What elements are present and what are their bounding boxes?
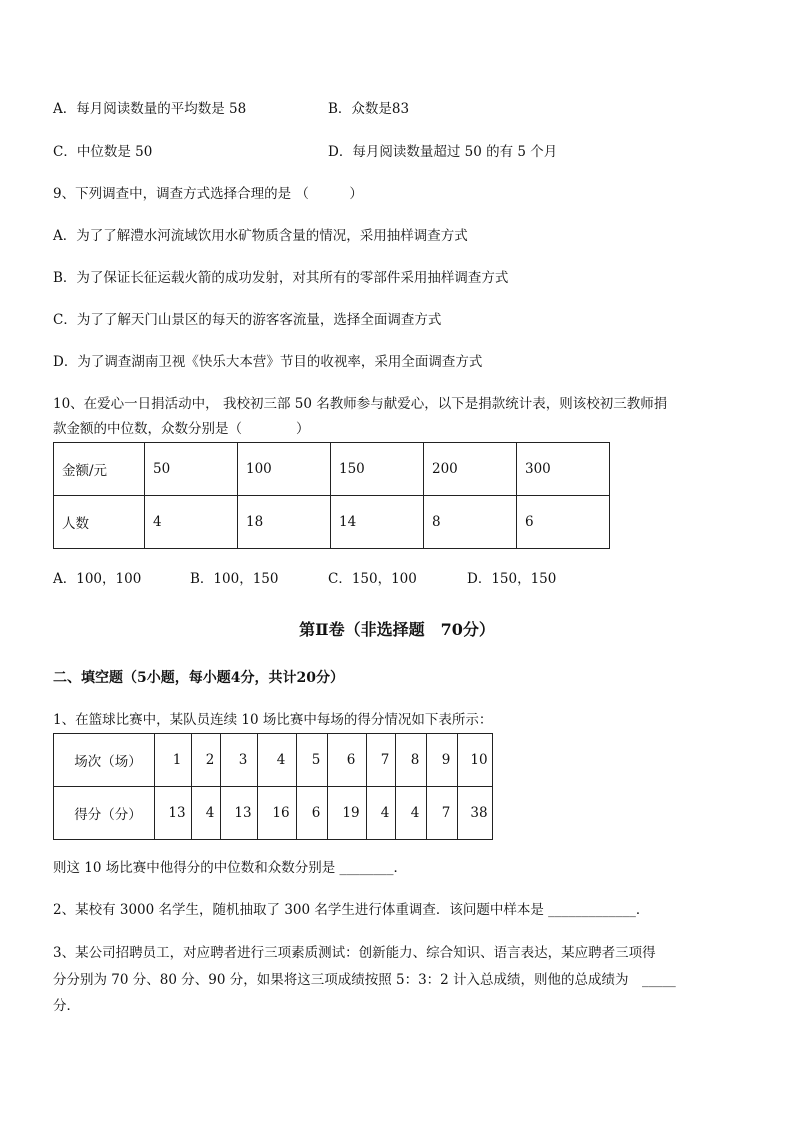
- q8-option-d: D．每月阅读数量超过 50 的有 5 个月: [328, 144, 558, 160]
- f3-line2: 分分别为 70 分、80 分、90 分，如果将这三项成绩按照 5：3：2 计入总成绩，则他的总成绩为 _____: [53, 972, 676, 988]
- part2-title: 第Ⅱ卷（非选择题 70分）: [299, 620, 495, 639]
- q10-option-b: B．100，150: [190, 571, 279, 587]
- table-cell: 13: [221, 787, 258, 840]
- table-cell: 8: [396, 734, 427, 787]
- table-row: [54, 734, 493, 787]
- q9-stem: 9、下列调查中，调查方式选择合理的是 （ ）: [53, 186, 363, 202]
- q9-option-b: B．为了保证长征运载火箭的成功发射，对其所有的零部件采用抽样调查方式: [53, 270, 509, 286]
- table-cell: 7: [367, 734, 396, 787]
- table-row: [54, 787, 493, 840]
- q10-stem-line1: 10、在爱心一日捐活动中， 我校初三部 50 名教师参与献爱心，以下是捐款统计表，则该校初三教师捐: [53, 396, 668, 412]
- q8-option-c: C．中位数是 50: [53, 144, 153, 160]
- q9-option-c: C．为了了解天门山景区的每天的游客客流量，选择全面调查方式: [53, 312, 442, 328]
- table-cell: 得分（分）: [54, 787, 155, 840]
- q8-option-a: A．每月阅读数量的平均数是 58: [53, 101, 247, 117]
- table-cell: 6: [517, 496, 610, 549]
- table-cell: 14: [331, 496, 424, 549]
- table-cell: 8: [424, 496, 517, 549]
- f1-question: 则这 10 场比赛中他得分的中位数和众数分别是 ________．: [53, 860, 408, 876]
- table-cell: 2: [192, 734, 221, 787]
- table-cell: 50: [145, 443, 238, 496]
- table-cell: 13: [155, 787, 192, 840]
- table-cell: 4: [145, 496, 238, 549]
- q10-stem-line2: 款金额的中位数，众数分别是（ ）: [53, 421, 310, 437]
- table-cell: 4: [367, 787, 396, 840]
- table-cell: 5: [297, 734, 328, 787]
- table-cell: 300: [517, 443, 610, 496]
- table-cell: 100: [238, 443, 331, 496]
- f1-stem: 1、在篮球比赛中，某队员连续 10 场比赛中每场的得分情况如下表所示：: [53, 712, 493, 728]
- q8-option-b: B．众数是83: [328, 101, 410, 117]
- table-cell: 4: [192, 787, 221, 840]
- table-cell: 3: [221, 734, 258, 787]
- section-title: 二、填空题（5小题，每小题4分，共计20分）: [53, 670, 344, 686]
- f2-question: 2、某校有 3000 名学生，随机抽取了 300 名学生进行体重调查．该问题中样本是 _____________．: [53, 902, 650, 918]
- table-cell: 38: [458, 787, 493, 840]
- table-cell: 10: [458, 734, 493, 787]
- table-cell: 200: [424, 443, 517, 496]
- f3-line1: 3、某公司招聘员工，对应聘者进行三项素质测试：创新能力、综合知识、语言表达，某应聘者三项得: [53, 945, 656, 961]
- table-cell: 场次（场）: [54, 734, 155, 787]
- q10-option-c: C．150，100: [328, 571, 417, 587]
- table-row: [54, 443, 610, 496]
- score-table: [53, 733, 493, 840]
- table-cell: 4: [258, 734, 297, 787]
- q9-option-d: D．为了调查湖南卫视《快乐大本营》节目的收视率，采用全面调查方式: [53, 354, 483, 370]
- table-cell: 4: [396, 787, 427, 840]
- q10-option-d: D．150，150: [467, 571, 557, 587]
- table-cell: 金额/元: [54, 443, 145, 496]
- table-cell: 人数: [54, 496, 145, 549]
- table-cell: 6: [328, 734, 367, 787]
- q9-option-a: A．为了了解澧水河流域饮用水矿物质含量的情况，采用抽样调查方式: [53, 228, 468, 244]
- table-cell: 6: [297, 787, 328, 840]
- table-cell: 150: [331, 443, 424, 496]
- donation-table: [53, 442, 610, 549]
- table-cell: 7: [427, 787, 458, 840]
- table-cell: 9: [427, 734, 458, 787]
- table-cell: 16: [258, 787, 297, 840]
- table-row: [54, 496, 610, 549]
- table-cell: 19: [328, 787, 367, 840]
- f3-line3: 分．: [53, 998, 80, 1014]
- table-cell: 18: [238, 496, 331, 549]
- q10-option-a: A．100，100: [53, 571, 142, 587]
- table-cell: 1: [155, 734, 192, 787]
